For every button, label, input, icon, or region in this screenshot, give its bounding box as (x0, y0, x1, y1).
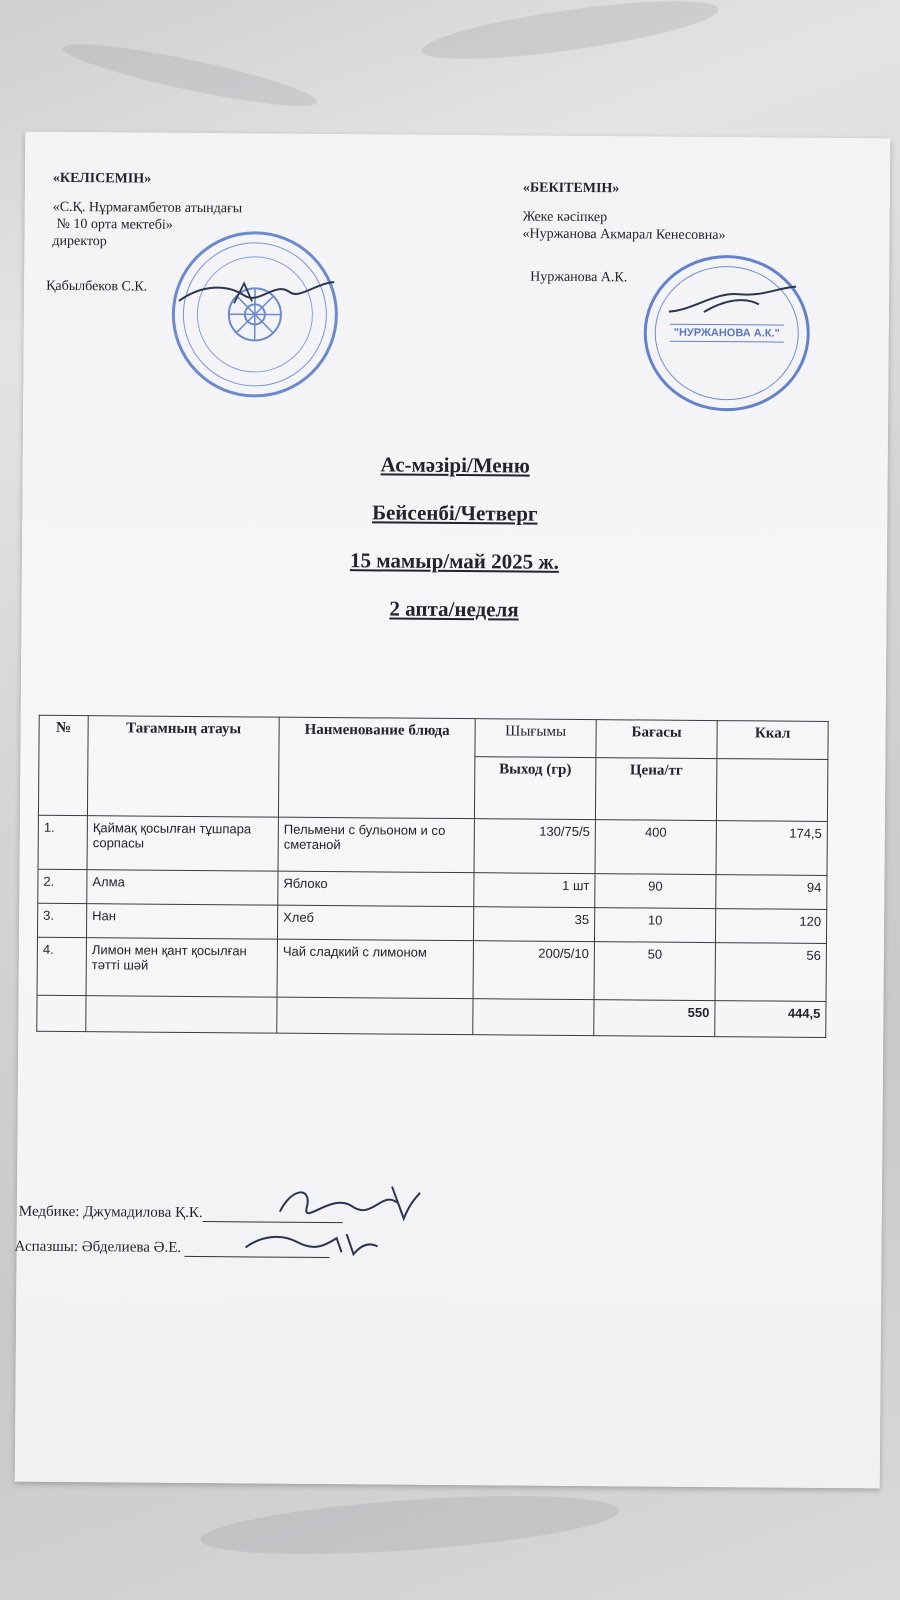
stamp-name-label: "НУРЖАНОВА А.К." (670, 324, 784, 343)
cook-name: Әбделиева Ә.Е. (81, 1239, 182, 1256)
row-name-ru: Чай сладкий с лимоном (277, 939, 473, 999)
row-num: 4. (37, 937, 86, 995)
row-yield: 1 шт (474, 873, 595, 908)
header-price-sub: Цена/тг (595, 758, 716, 821)
row-name-kz: Қаймақ қосылған тұшпара сорпасы (87, 816, 278, 871)
header-yield: Шығымы (475, 719, 596, 758)
header-name-ru: Нанменование блюда (278, 717, 475, 819)
approval-left-line3: директор (52, 233, 107, 250)
approval-left-heading: «КЕЛІСЕМІН» (52, 170, 152, 187)
row-name-kz: Нан (86, 904, 277, 939)
day-title: Бейсенбі/Четверг (372, 500, 538, 526)
approval-right-heading: «БЕКІТЕМІН» (522, 180, 620, 197)
row-name-kz: Лимон мен қант қосылған тәтті шәй (86, 938, 277, 997)
entrepreneur-signature (664, 282, 804, 323)
row-kcal: 120 (715, 909, 826, 944)
nurse-label: Медбике: (18, 1203, 80, 1221)
header-kcal-sub (716, 759, 827, 822)
row-name-ru: Хлеб (277, 905, 473, 941)
table-row (37, 937, 826, 1001)
row-num: 3. (37, 903, 86, 937)
menu-table (36, 715, 828, 1038)
approval-right-line2: «Нуржанова Акмарал Кенесовна» (522, 226, 726, 244)
header-price: Бағасы (596, 720, 717, 759)
row-price: 50 (594, 942, 715, 1001)
row-kcal: 174,5 (716, 821, 827, 876)
nurse-name: Джумадилова Қ.К. (83, 1204, 203, 1222)
row-yield: 200/5/10 (473, 941, 594, 1000)
marble-vein (60, 33, 321, 116)
row-price: 10 (594, 908, 715, 943)
total-price: 550 (594, 1000, 715, 1037)
marble-vein (419, 0, 722, 71)
table-row (38, 815, 827, 875)
marble-vein (199, 1485, 621, 1564)
school-seal-stamp (171, 231, 338, 398)
row-name-kz: Алма (87, 870, 278, 905)
approval-left-line2: № 10 орта мектебі» (56, 216, 173, 233)
row-price: 400 (595, 820, 716, 875)
row-num: 1. (38, 815, 87, 869)
menu-document (15, 132, 891, 1489)
row-name-ru: Яблоко (278, 871, 474, 907)
header-yield-sub: Выход (гр) (474, 757, 595, 820)
row-kcal: 94 (716, 875, 827, 910)
row-name-ru: Пельмени с бульоном и со сметаной (278, 817, 474, 873)
approval-right-signer: Нуржанова А.К. (530, 269, 628, 286)
table-total-row (37, 995, 826, 1037)
week-title: 2 апта/неделя (389, 596, 519, 622)
director-signature (174, 273, 344, 314)
approval-right-line1: Жеке кәсіпкер (522, 209, 608, 226)
row-kcal: 56 (715, 943, 826, 1002)
total-kcal: 444,5 (715, 1001, 826, 1038)
row-yield: 130/75/5 (474, 819, 595, 874)
cook-label: Аспазшы: (14, 1238, 79, 1256)
row-yield: 35 (473, 907, 594, 942)
header-num: № (38, 715, 88, 815)
cook-signature (241, 1225, 381, 1258)
table-header-row (39, 715, 828, 759)
header-kcal: Ккал (717, 721, 828, 760)
nurse-signature (272, 1182, 422, 1225)
approval-left-line1: «С.Қ. Нұрмағамбетов атындағы (52, 199, 243, 217)
date-title: 15 мамыр/май 2025 ж. (349, 548, 559, 574)
row-price: 90 (595, 874, 716, 909)
row-num: 2. (38, 869, 87, 903)
approval-left-signer: Қабылбеков С.К. (46, 278, 148, 295)
entrepreneur-seal-stamp (643, 254, 810, 411)
header-name-kz: Тағамның атауы (87, 716, 279, 817)
menu-title: Ас-мәзірі/Меню (380, 452, 530, 478)
